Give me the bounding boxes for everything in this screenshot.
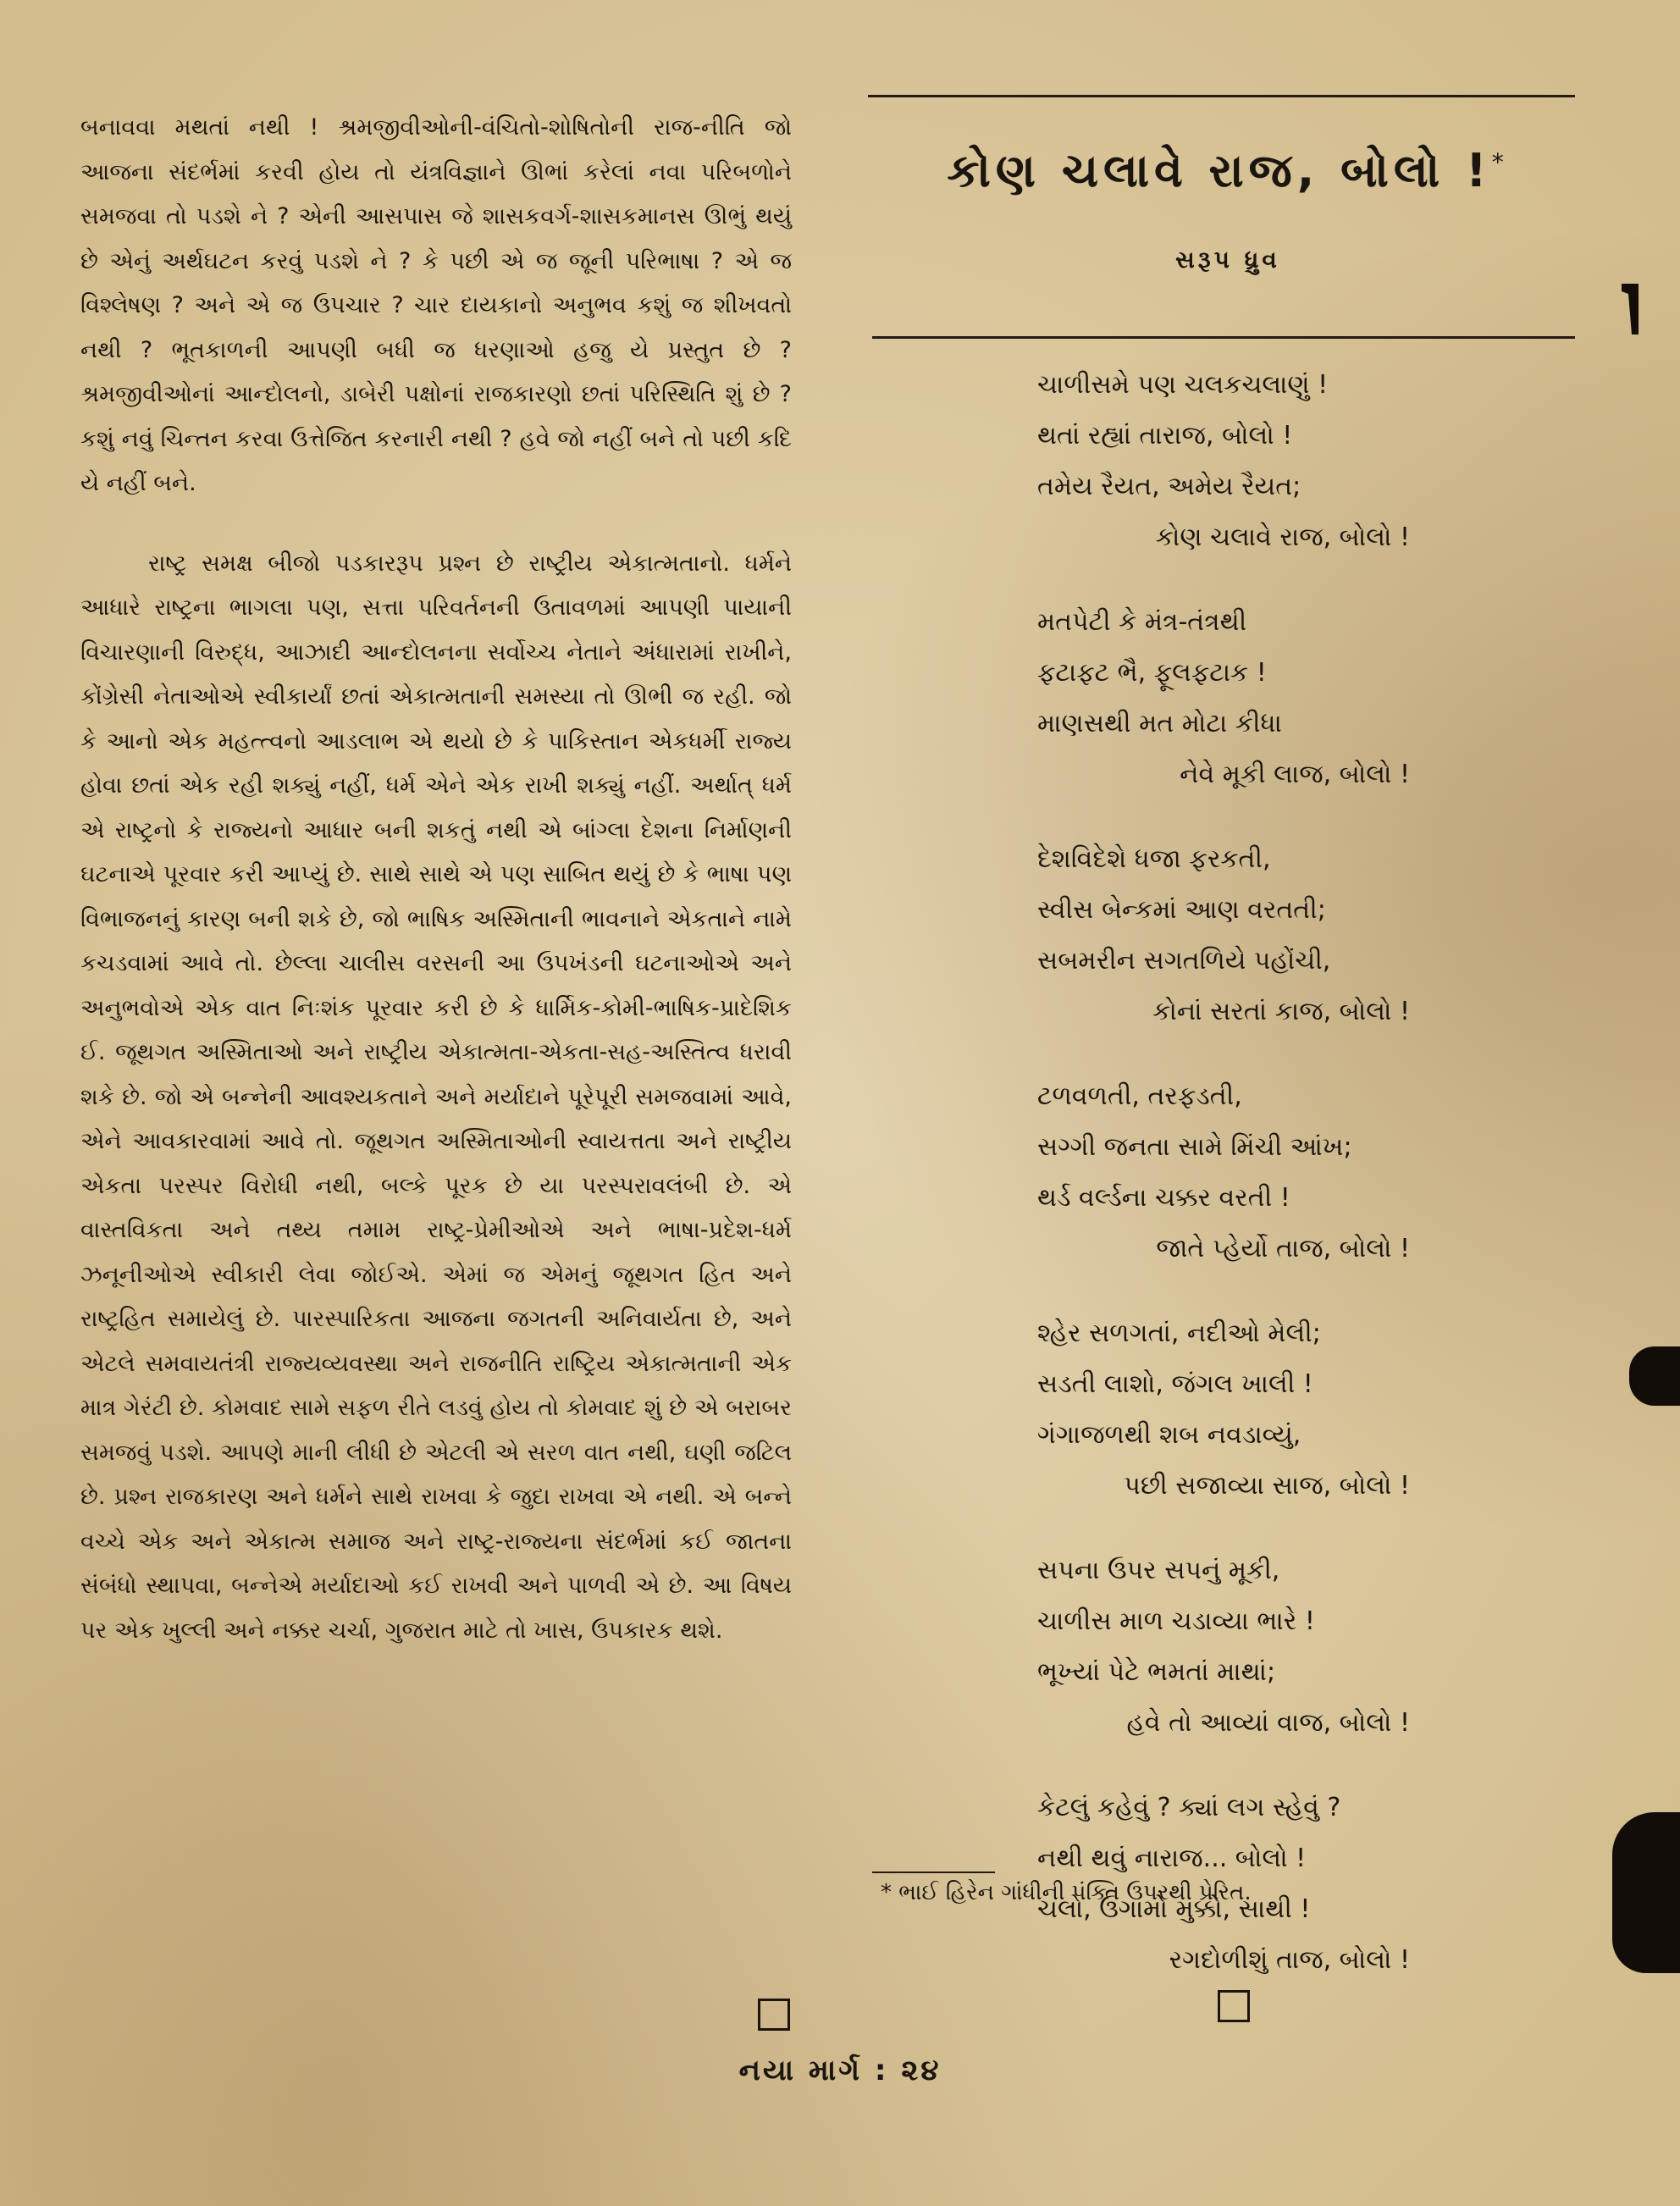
article-paragraph-1: બનાવવા મથતાં નથી ! શ્રમજીવીઓની-વંચિતો-શોષિતોની રાજ-નીતિ જો આજના સંદર્ભમાં કરવી હોય તો યંત્રવિજ્ઞાને ઊભાં કરેલાં નવા પરિબળોને સમજવા તો પડશે ને ? એની આસપાસ જે શાસકવર્ગ-શાસકમાનસ ઊભું થયું છે એનું અર્થઘટન કરવું પડશે ને ? કે પછી એ જ જૂની પરિભાષા ? એ જ વિશ્લેષણ ? અને એ જ ઉપચાર ? ચાર દાયકાનો અનુભવ કશું જ શીખવતો નથી ? ભૂતકાળની આપણી બધી જ ધરણાઓ હજુ યે પ્રસ્તુત છે ? શ્રમજીવીઓનાં આન્દોલનો, ડાબેરી પક્ષોનાં રાજકારણો છતાં પરિસ્થિતિ શું છે ? કશું નવું ચિન્તન કરવા ઉત્તેજિત કરનારી નથી ? હવે જો નહીં બને તો પછી કદિ યે નહીં બને. — [80, 114, 792, 496]
poem-stanza — [1037, 597, 1410, 800]
poem-line: સગ્ગી જનતા સામે મિંચી આંખ; — [1037, 1132, 1352, 1162]
poem-line: નેવે મૂકી લાજ, બોલો ! — [1180, 760, 1410, 789]
poem-line: કોણ ચલાવે રાજ, બોલો ! — [1155, 522, 1410, 552]
poem-line: થતાં રહ્યાં તારાજ, બોલો ! — [1037, 421, 1293, 451]
article-paragraph-2: રાષ્ટ્ર સમક્ષ બીજો પડકારરૂપ પ્રશ્ન છે રાષ્ટ્રીય એકાત્મતાનો. ધર્મને આધારે રાષ્ટ્રના ભાગલા પણ, સત્તા પરિવર્તનની ઉતાવળમાં આપણી પાયાની વિચારણાની વિરુદ્ધ, આઝાદી આન્દોલનના સર્વોચ્ચ નેતાને અંધારામાં રાખીને, કોંગ્રેસી નેતાઓએ સ્વીકાર્યાં છતાં એકાત્મતાની સમસ્યા તો ઊભી જ રહી. જો કે આનો એક મહત્ત્વનો આડલાભ એ થયો છે કે પાકિસ્તાન એકધર્મી રાજ્ય હોવા છતાં એક રહી શક્યું નહીં, ધર્મ એને એક રાખી શક્યું નહીં. અર્થાત્ ધર્મ એ રાષ્ટ્રનો કે રાજ્યનો આધાર બની શકતું નથી એ બાંગ્લા દેશના નિર્માણની ઘટનાએ પૂરવાર કરી આપ્યું છે. સાથે સાથે એ પણ સાબિત થયું છે કે ભાષા પણ વિભાજનનું કારણ બની શકે છે, જો ભાષિક અસ્મિતાની ભાવનાને એકતાને નામે કચડવામાં આવે તો. છેલ્લા ચાલીસ વરસની આ ઉપખંડની ઘટનાઓએ અને અનુભવોએ એક વાત નિઃશંક પૂરવાર કરી છે કે ધાર્મિક-કોમી-ભાષિક-પ્રાદેશિક ઈ. જૂથગત અસ્મિતાઓ અને રાષ્ટ્રીય એકાત્મતા-એકતા-સહ-અસ્તિત્વ ધરાવી શકે છે. જો એ બન્નેની આવશ્યકતાને અને મર્યાદાને પૂરેપૂરી સમજવામાં આવે, એને આવકારવામાં આવે તો. જૂથગત અસ્મિતાઓની સ્વાયત્તતા અને રાષ્ટ્રીય એકતા પરસ્પર વિરોધી નથી, બલ્કે પૂરક છે યા પરસ્પરાવલંબી છે. એ વાસ્તવિકતા અને તથ્ય તમામ રાષ્ટ્ર-પ્રેમીઓએ અને ભાષા-પ્રદેશ-ધર્મ ઝનૂનીઓએ સ્વીકારી લેવા જોઈએ. એમાં જ એમનું જૂથગત હિત અને રાષ્ટ્રહિત સમાયેલું છે. પારસ્પારિકતા આજના જગતની અનિવાર્યતા છે, અને એટલે સમવાયતંત્રી રાજ્યવ્યવસ્થા અને રાજનીતિ રાષ્ટ્રિય એકાત્મતાની એક માત્ર ગેરંટી છે. કોમવાદ સામે સફળ રીતે લડવું હોય તો કોમવાદ શું છે એ બરાબર સમજવું પડશે. આપણે માની લીધી છે એટલી એ સરળ વાત નથી, ઘણી જટિલ છે. પ્રશ્ન રાજકારણ અને ધર્મને સાથે રાખવા કે જુદા રાખવા એ નથી. એ બન્ને વચ્ચે એક અને એકાત્મ સમાજ અને રાષ્ટ્ર-રાજ્યના સંદર્ભમાં કઈ જાતના સંબંધો સ્થાપવા, બન્નેએ મર્યાદાઓ કઈ રાખવી અને પાળવી એ છે. આ વિષય પર એક ખુલ્લી અને નક્કર ચર્ચા, ગુજરાત માટે તો ખાસ, ઉપકારક થશે. — [80, 550, 792, 1644]
page-damage-hole — [1629, 1346, 1680, 1406]
poem-line: શ્હેર સળગતાં, નદીઓ મેલી; — [1037, 1319, 1321, 1348]
poem-stanza — [1037, 1071, 1410, 1274]
poem-footnote: * ભાઈ હિરેન ગાંધીની પંક્તિ ઉપરથી પ્રેરિત. — [881, 1880, 1252, 1905]
poem-line: ચલો, ઉગામો મુક્કો, સાથી ! — [1037, 1894, 1311, 1924]
poem-line: થર્ડ વર્લ્ડના ચક્કર વરતી ! — [1037, 1183, 1290, 1213]
poem-line: ટળવળતી, તરફડતી, — [1037, 1081, 1242, 1111]
poem-title: કોણ ચલાવે રાજ, બોલો !* — [947, 144, 1509, 197]
poem-body — [1037, 360, 1410, 2020]
poem-line: દેશવિદેશે ધજા ફરકતી, — [1037, 844, 1271, 874]
poem-line: જાતે પ્હેર્યો તાજ, બોલો ! — [1156, 1234, 1410, 1263]
poem-author: સરૂપ ધ્રુવ — [1175, 246, 1280, 274]
poem-line: સપના ઉપર સપનું મૂકી, — [1037, 1556, 1280, 1585]
poem-line: કોનાં સરતાં કાજ, બોલો ! — [1152, 997, 1410, 1026]
end-mark-left — [758, 1999, 790, 2031]
poem-line: ગંગાજળથી શબ નવડાવ્યું, — [1037, 1420, 1301, 1450]
poem-line: ફટાફટ ભૈ, ફૂલફટાક ! — [1037, 658, 1267, 688]
page-damage-edge — [1612, 1812, 1680, 1973]
poem-line: ચાળીસ માળ ચડાવ્યા ભારે ! — [1037, 1606, 1315, 1636]
poem-stanza — [1037, 1545, 1410, 1749]
poem-line: કેટલું કહેવું ? ક્યાં લગ સ્હેવું ? — [1037, 1793, 1341, 1822]
article-column — [80, 106, 792, 1689]
poem-line: સબમરીન સગતળિયે પહોંચી, — [1037, 946, 1331, 976]
poem-stanza — [1037, 834, 1410, 1037]
footnote-rule — [872, 1872, 995, 1873]
poem-line: રગદોળીશું તાજ, બોલો ! — [1169, 1945, 1410, 1975]
title-footnote-mark: * — [1491, 148, 1509, 176]
poem-line: માણસથી મત મોટા કીધા — [1037, 709, 1282, 738]
page-footer: નયા માર્ગ : ૨૪ — [738, 2054, 942, 2087]
page-tear-mark — [1622, 284, 1639, 334]
poem-line: ભૂખ્યાં પેટે ભમતાં માથાં; — [1037, 1657, 1276, 1687]
poem-line: નથી થવું નારાજ... બોલો ! — [1037, 1844, 1307, 1873]
end-mark-right — [1218, 1990, 1250, 2022]
poem-line: ચાળીસમે પણ ચલકચલાણું ! — [1037, 370, 1329, 400]
poem-line: સડતી લાશો, જંગલ ખાલી ! — [1037, 1369, 1313, 1399]
poem-line: પછી સજાવ્યા સાજ, બોલો ! — [1124, 1471, 1410, 1501]
poem-header-rule — [872, 336, 1575, 339]
poem-line: હવે તો આવ્યાં વાજ, બોલો ! — [1126, 1708, 1410, 1738]
poem-line: સ્વીસ બેન્કમાં આણ વરતતી; — [1037, 895, 1326, 925]
poem-top-rule — [868, 95, 1575, 97]
poem-stanza — [1037, 1308, 1410, 1512]
poem-stanza — [1037, 360, 1410, 563]
poem-line: મતપેટી કે મંત્ર-તંત્રથી — [1037, 607, 1247, 637]
poem-line: તમેય રૈયત, અમેય રૈયત; — [1037, 472, 1301, 501]
